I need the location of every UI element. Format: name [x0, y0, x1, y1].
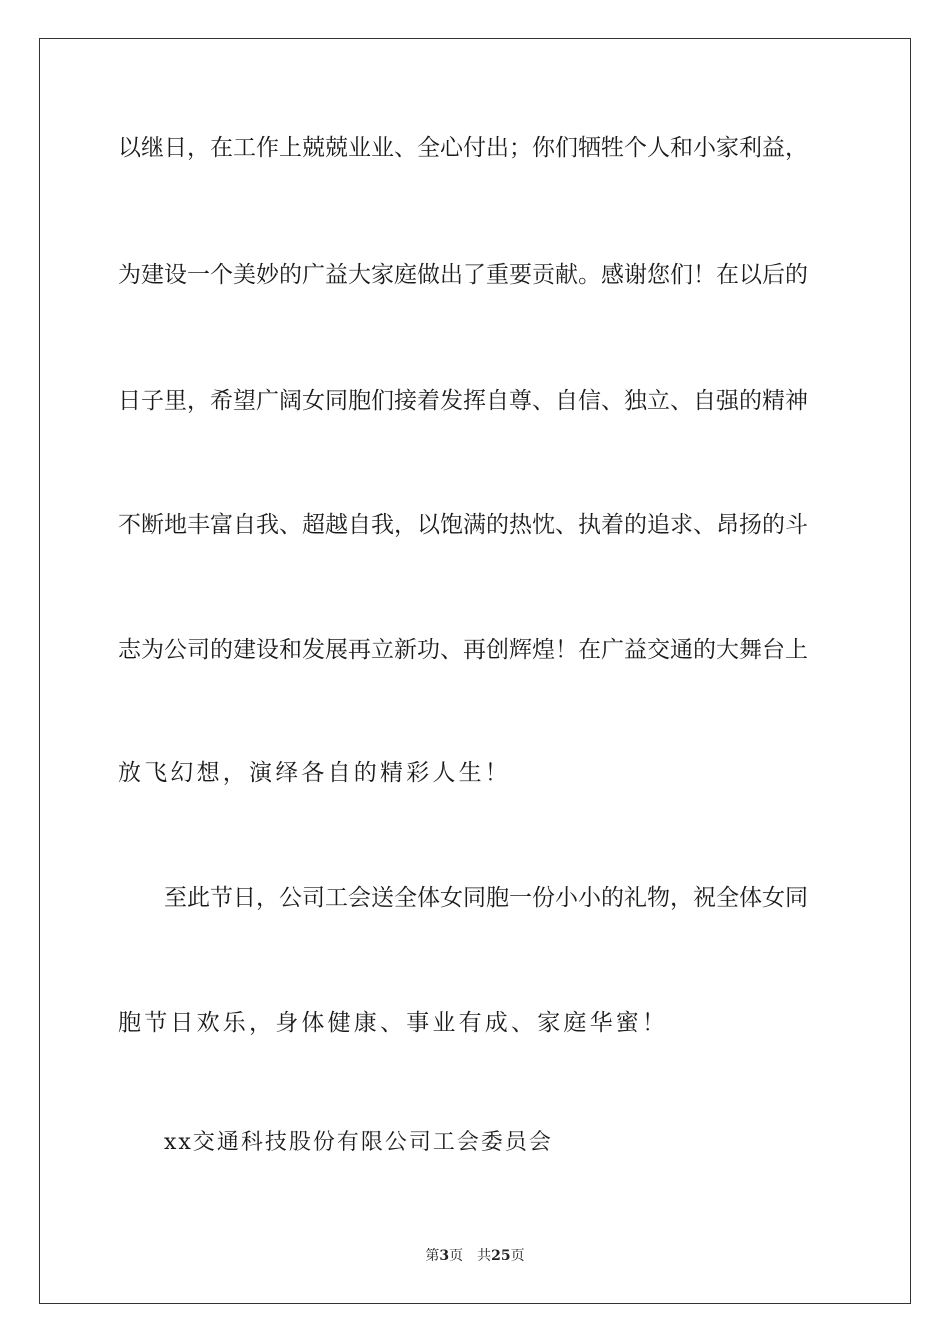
total-prefix: 共	[477, 1248, 492, 1264]
total-suffix: 页	[510, 1248, 525, 1264]
body-text-line: 为建设一个美妙的广益大家庭做出了重要贡献。感谢您们！在以后的	[118, 262, 808, 288]
body-text-line: 胞节日欢乐，身体健康、事业有成、家庭华蜜！	[118, 1010, 669, 1036]
body-text-line: 至此节日，公司工会送全体女同胞一份小小的礼物，祝全体女同	[164, 885, 808, 911]
page-suffix: 页	[449, 1248, 464, 1264]
page-prefix: 第	[425, 1248, 440, 1264]
body-text-line: 放飞幻想，演绎各自的精彩人生！	[118, 760, 511, 786]
body-text-line: 日子里，希望广阔女同胞们接着发挥自尊、自信、独立、自强的精神	[118, 388, 808, 414]
body-text-line: 以继日，在工作上兢兢业业、全心付出；你们牺牲个人和小家利益，	[118, 135, 808, 161]
page-number: 3	[439, 1248, 450, 1264]
signature-organization: xx交通科技股份有限公司工会委员会	[164, 1130, 553, 1155]
body-text-line: 不断地丰富自我、超越自我，以饱满的热忱、执着的追求、昂扬的斗	[118, 512, 808, 538]
body-text-line: 志为公司的建设和发展再立新功、再创辉煌！在广益交通的大舞台上	[118, 637, 808, 663]
page-border	[39, 38, 911, 1304]
page-footer	[0, 1246, 950, 1266]
total-pages: 25	[491, 1248, 511, 1264]
